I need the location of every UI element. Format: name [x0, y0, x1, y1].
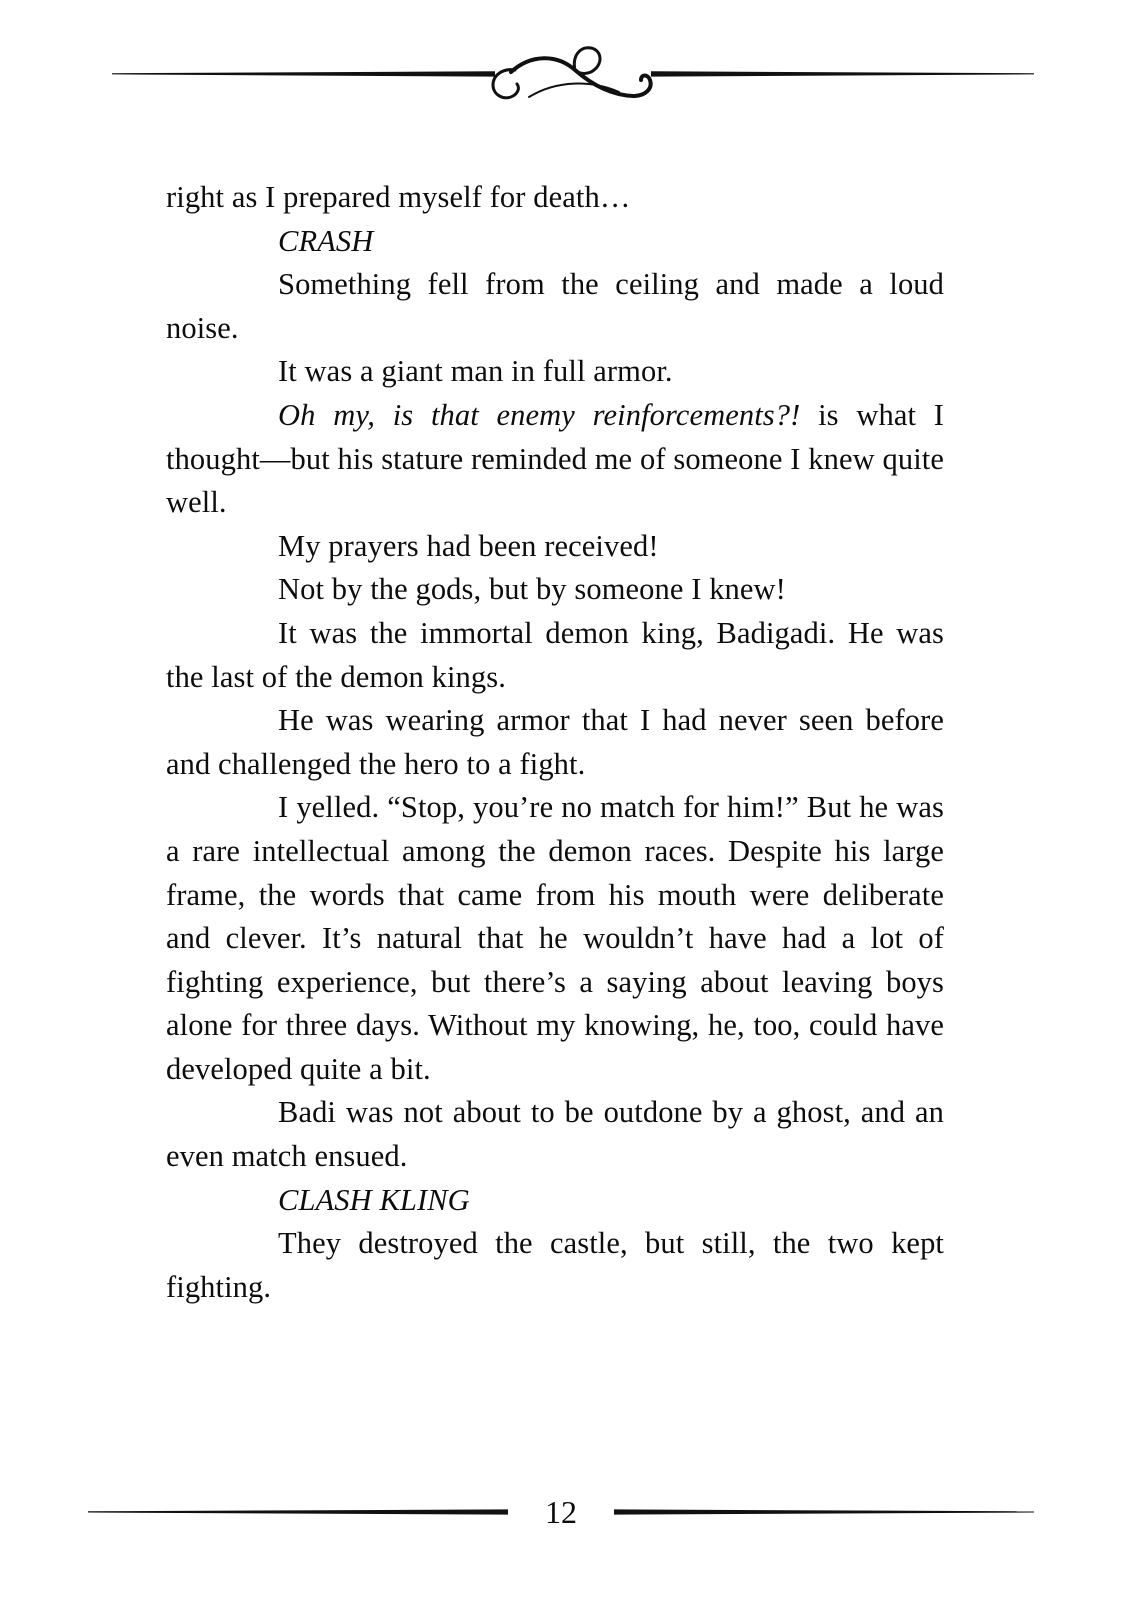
- text-segment: Badi was not about to be outdone by a ghost, and an even match ensued.: [166, 1095, 944, 1174]
- paragraph: [166, 263, 944, 350]
- footer-left-rule: [88, 1490, 508, 1534]
- paragraph: [166, 176, 944, 220]
- footer-right-rule: [614, 1490, 1034, 1534]
- text-segment: is what I thought—but his stature reminded me of someone I knew quite well.: [166, 397, 944, 520]
- italic-text-segment: CRASH: [278, 223, 374, 258]
- italic-text-segment: CLASH KLING: [278, 1182, 470, 1217]
- paragraph: [166, 1091, 944, 1178]
- paragraph: [166, 394, 944, 525]
- header-divider: [112, 42, 1034, 118]
- paragraph: [166, 786, 944, 1091]
- paragraph: [166, 612, 944, 699]
- header-right-rule: [651, 42, 1034, 118]
- paragraph: [166, 220, 944, 264]
- text-segment: It was a giant man in full armor.: [278, 354, 673, 389]
- italic-text-segment: Oh my, is that enemy reinforcements?!: [278, 397, 801, 432]
- text-segment: He was wearing armor that I had never seen before and challenged the hero to a fight.: [166, 703, 944, 781]
- paragraph: [166, 1222, 944, 1309]
- text-segment: It was the immortal demon king, Badigadi. He was the last of the demon kings.: [166, 615, 944, 694]
- text-segment: They destroyed the castle, but still, the two kept fighting.: [166, 1226, 944, 1304]
- paragraph: [166, 568, 944, 612]
- paragraph: [166, 1179, 944, 1223]
- flourish-ornament-icon: [487, 42, 659, 118]
- text-segment: Something fell from the ceiling and made a loud noise.: [166, 267, 944, 345]
- text-segment: right as I prepared myself for death…: [166, 180, 631, 214]
- page-number: 12: [545, 1494, 577, 1530]
- paragraph: [166, 699, 944, 786]
- header-left-rule: [112, 42, 495, 118]
- text-segment: Not by the gods, but by someone I knew!: [278, 572, 786, 607]
- text-segment: My prayers had been received!: [278, 528, 659, 563]
- text-segment: I yelled. “Stop, you’re no match for him!” But he was a rare intellectual among the demon races. Despite his large frame, the words that came from his mouth were deliberate and clever. It’s natural that he wouldn’t have had a lot of fighting experience, but there’s a saying about leaving boys alone for three days. Without my knowing, he, too, could have developed quite a bit.: [166, 790, 944, 1086]
- page-text: [166, 176, 944, 1309]
- paragraph: [166, 350, 944, 394]
- paragraph: [166, 525, 944, 569]
- page-footer: [88, 1490, 1034, 1534]
